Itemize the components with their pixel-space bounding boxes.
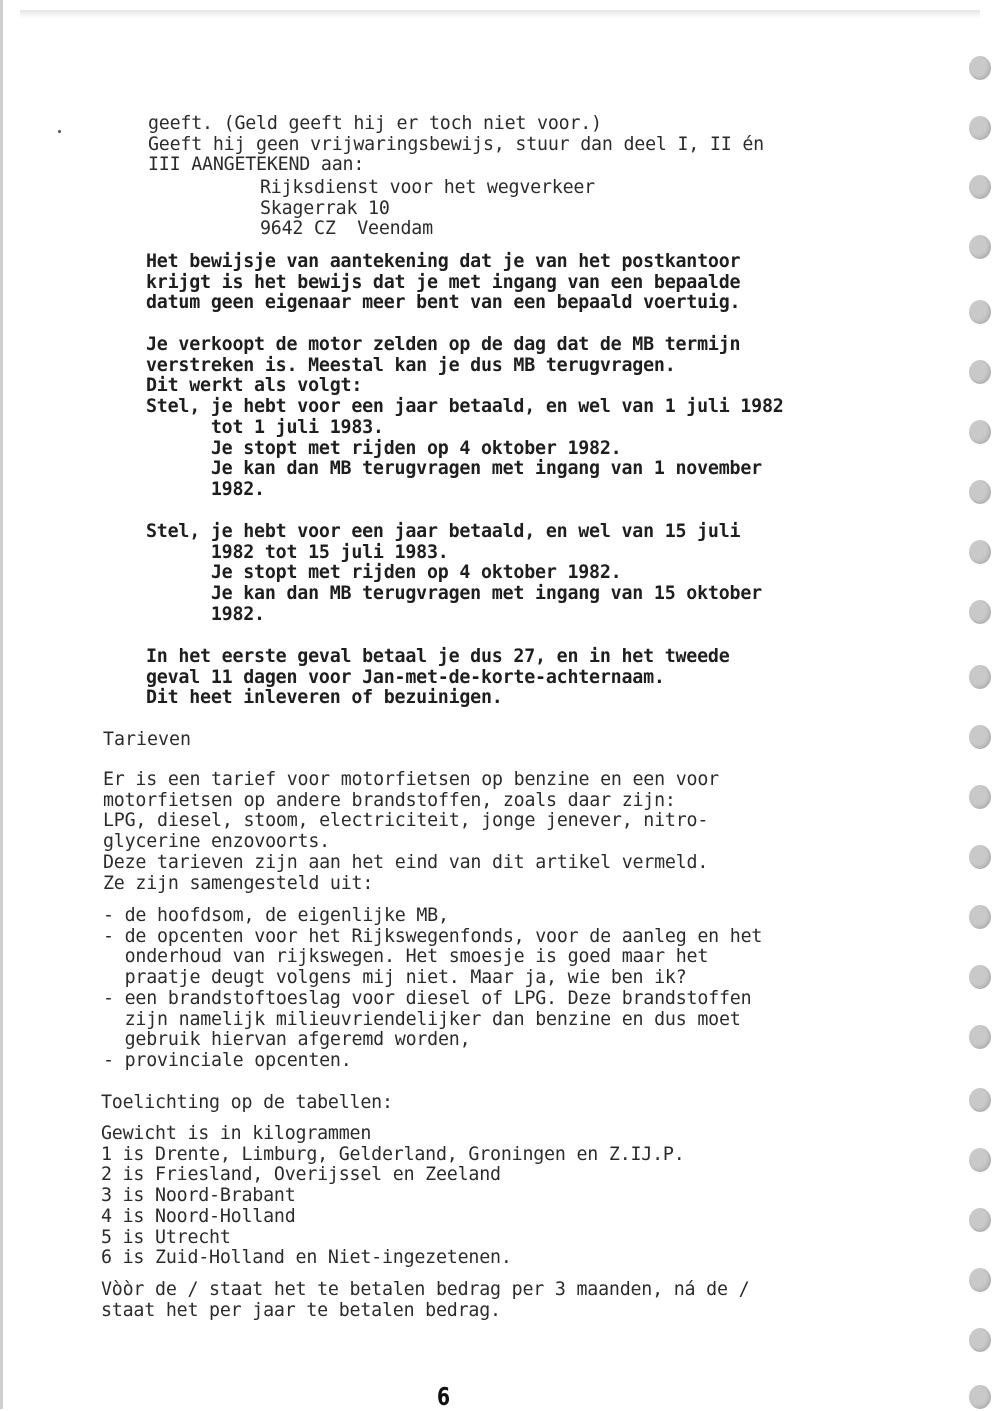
binder-hole-icon: [969, 785, 991, 809]
binder-hole-icon: [969, 420, 991, 444]
binder-hole-icon: [969, 56, 991, 80]
binder-hole-icon: [969, 1328, 991, 1352]
ink-speck: [58, 130, 61, 133]
paragraph-example-2: Stel, je hebt voor een jaar betaald, en wel van 15 juli 1982 tot 15 juli 1983. Je stopt met rijden op 4 oktober 1982. Je kan dan MB terugvragen met ingang van 15 oktober 1982.: [146, 521, 762, 625]
paragraph-conclusion: In het eerste geval betaal je dus 27, en in het tweede geval 11 dagen voor Jan-met-de-korte-achternaam. Dit heet inleveren of bezuinigen.: [146, 646, 730, 709]
binder-hole-icon: [969, 1385, 991, 1409]
binder-hole-icon: [969, 1268, 991, 1292]
binder-hole-icon: [969, 905, 991, 929]
binder-hole-icon: [969, 1088, 991, 1112]
binder-hole-icon: [969, 480, 991, 504]
paragraph-tarieven: Er is een tarief voor motorfietsen op benzine en een voor motorfietsen op andere brandstoffen, zoals daar zijn: LPG, diesel, stoom, electriciteit, jonge jenever, nitro- glycerine enzovoorts. Deze tarieven zijn aan het eind van dit artikel vermeld. Ze zijn samengesteld uit:: [103, 769, 719, 894]
binder-hole-icon: [969, 1208, 991, 1232]
binder-hole-icon: [969, 360, 991, 384]
binder-hole-icon: [969, 1148, 991, 1172]
page-number: 6: [437, 1382, 451, 1411]
binder-hole-icon: [969, 845, 991, 869]
page-top-shadow: [20, 10, 980, 18]
section-heading-toelichting: Toelichting op de tabellen:: [101, 1092, 393, 1113]
paragraph-example-1: Je verkoopt de motor zelden op de dag dat de MB termijn verstreken is. Meestal kan je dus MB terugvragen. Dit werkt als volgt: Stel, je hebt voor een jaar betaald, en wel van 1 juli 1982 tot 1 juli 1983. Je stopt met rijden op 4 oktober 1982. Je kan dan MB terugvragen met ingang van 1 november 1982.: [146, 334, 784, 500]
paragraph-closing: Vòòr de / staat het te betalen bedrag per 3 maanden, ná de / staat het per jaar te betalen bedrag.: [101, 1279, 750, 1321]
binder-hole-icon: [969, 1025, 991, 1049]
address-block: Rijksdienst voor het wegverkeer Skagerrak 10 9642 CZ Veendam: [260, 177, 595, 240]
section-heading-tarieven: Tarieven: [103, 729, 192, 750]
binder-hole-icon: [969, 665, 991, 689]
binder-hole-icon: [969, 600, 991, 624]
region-legend: Gewicht is in kilogrammen 1 is Drente, Limburg, Gelderland, Groningen en Z.IJ.P. 2 is Friesland, Overijssel en Zeeland 3 is Noord-Brabant 4 is Noord-Holland 5 is Utrecht 6 is Zuid-Holland en Niet-ingezetenen.: [101, 1123, 685, 1269]
binder-hole-icon: [969, 116, 991, 140]
paragraph-intro: geeft. (Geld geeft hij er toch niet voor.) Geeft hij geen vrijwaringsbewijs, stuur dan deel I, II én III AANGETEKEND aan:: [148, 113, 764, 176]
page-edge-shadow: [0, 0, 3, 1409]
component-list: - de hoofdsom, de eigenlijke MB, - de opcenten voor het Rijkswegenfonds, voor de aanleg en het onderhoud van rijkswegen. Het smoesje is goed maar het praatje deugt volgens mij niet. Maar ja, wie ben ik? - een brandstoftoeslag voor diesel of LPG. Deze brandstoffen zijn namelijk milieuvriendelijker dan benzine en dus moet gebruik hiervan afgeremd worden, - provinciale opcenten.: [103, 905, 763, 1071]
binder-hole-icon: [969, 725, 991, 749]
binder-hole-icon: [969, 300, 991, 324]
binder-holes: [960, 0, 995, 1409]
binder-hole-icon: [969, 965, 991, 989]
paragraph-receipt: Het bewijsje van aantekening dat je van het postkantoor krijgt is het bewijs dat je met ingang van een bepaalde datum geen eigenaar meer bent van een bepaald voertuig.: [146, 251, 741, 314]
binder-hole-icon: [969, 175, 991, 199]
binder-hole-icon: [969, 540, 991, 564]
binder-hole-icon: [969, 235, 991, 259]
